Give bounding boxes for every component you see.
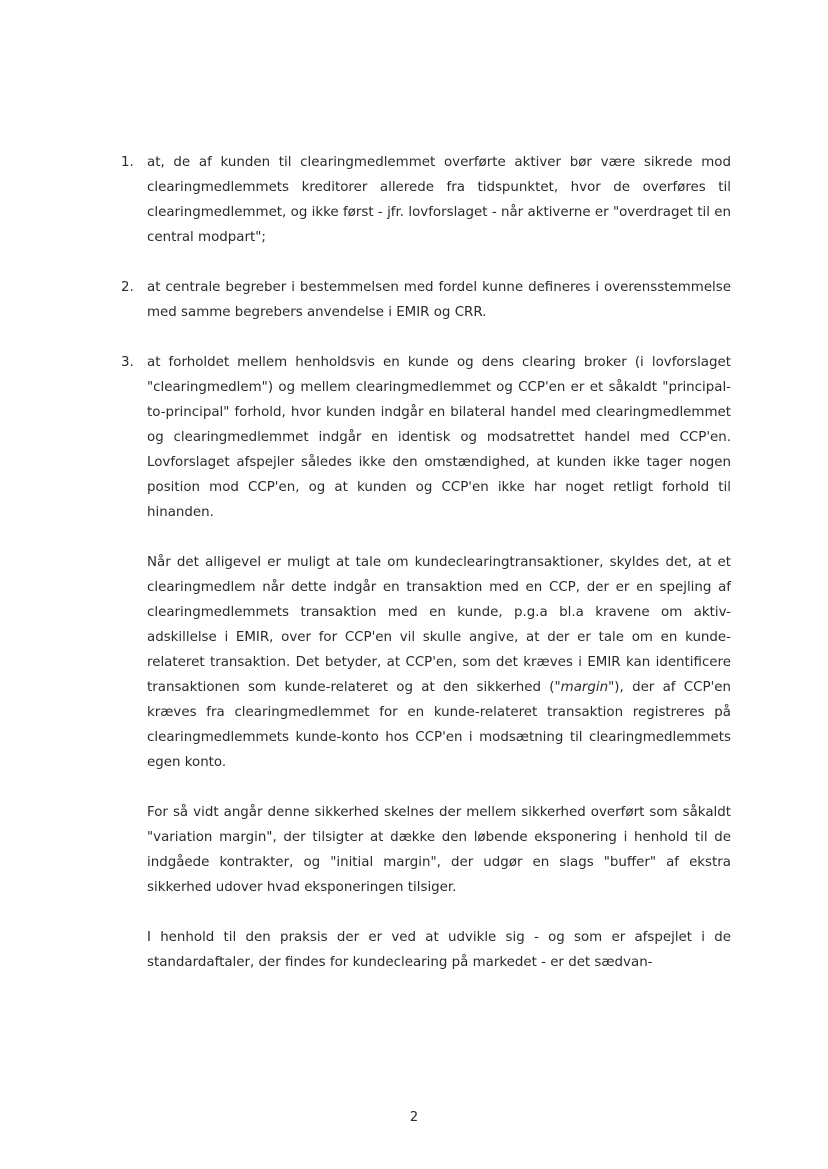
page-number: 2	[409, 1110, 419, 1125]
emphasis-margin: margin	[560, 680, 609, 695]
list-item-number: 2.	[121, 280, 134, 295]
paragraph-text: Når det alligevel er muligt at tale om kundeclearingtransaktioner, skyldes det, at et clearingmedlem når dette indgår en transaktion med en CCP, der er en spejling af clearingmedlemmets transaktion med en kunde, p.g.a bl.a kravene om aktiv-adskillelse i EMIR, over for CCP'en vil skulle angive, at der er tale om en kunde-relateret transaktion. Det betyder, at CCP'en, som det kræves i EMIR kan identificere transaktionen som kunde-relateret og at den sikkerhed ("	[147, 555, 731, 695]
paragraph-praksis: I henhold til den praksis der er ved at udvikle sig - og som er afspejlet i de standardaftaler, der findes for kundeclearing på markedet - er det sædvan-	[147, 930, 731, 970]
list-item-text: at forholdet mellem henholdsvis en kunde og dens clearing broker (i lovforslaget "clearingmedlem") og mellem clearingmedlemmet og CCP'en er et såkaldt "principal-to-principal" forhold, hvor kunden indgår en bilateral handel med clearingmedlemmet og clearingmedlemmet indgår en identisk og modsatrettet handel med CCP'en. Lovforslaget afspejler således ikke den omstændighed, at kunden ikke tager nogen position mod CCP'en, og at kunden og CCP'en ikke har noget retligt forhold til hinanden.	[147, 355, 731, 520]
list-item-number: 1.	[121, 155, 134, 170]
paragraph-sikkerhed: For så vidt angår denne sikkerhed skelnes der mellem sikkerhed overført som såkaldt "variation margin", der tilsigter at dække den løbende eksponering i henhold til de indgåede kontrakter, og "initial margin", der udgør en slags "buffer" af ekstra sikkerhed udover hvad eksponeringen tilsiger.	[147, 805, 731, 895]
list-item-text: at, de af kunden til clearingmedlemmet overførte aktiver bør være sikrede mod clearingmedlemmets kreditorer allerede fra tidspunktet, hvor de overføres til clearingmedlemmet, og ikke først - jfr. lovforslaget - når aktiverne er "overdraget til en central modpart";	[147, 155, 731, 245]
list-item	[121, 150, 731, 250]
paragraph-kundeclearing	[147, 550, 731, 775]
list-item-text: at centrale begreber i bestemmelsen med fordel kunne defineres i overensstemmelse med samme begrebers anvendelse i EMIR og CRR.	[147, 280, 731, 320]
list-item	[121, 350, 731, 525]
list-item-number: 3.	[121, 355, 134, 370]
list-item	[121, 275, 731, 325]
body-text	[121, 150, 731, 1000]
paragraph-text: "), der af CCP'en kræves fra clearingmedlemmet for en kunde-relateret transaktion registreres på clearingmedlemmets kunde-konto hos CCP'en i modsætning til clearingmedlemmets egen konto.	[147, 680, 731, 770]
